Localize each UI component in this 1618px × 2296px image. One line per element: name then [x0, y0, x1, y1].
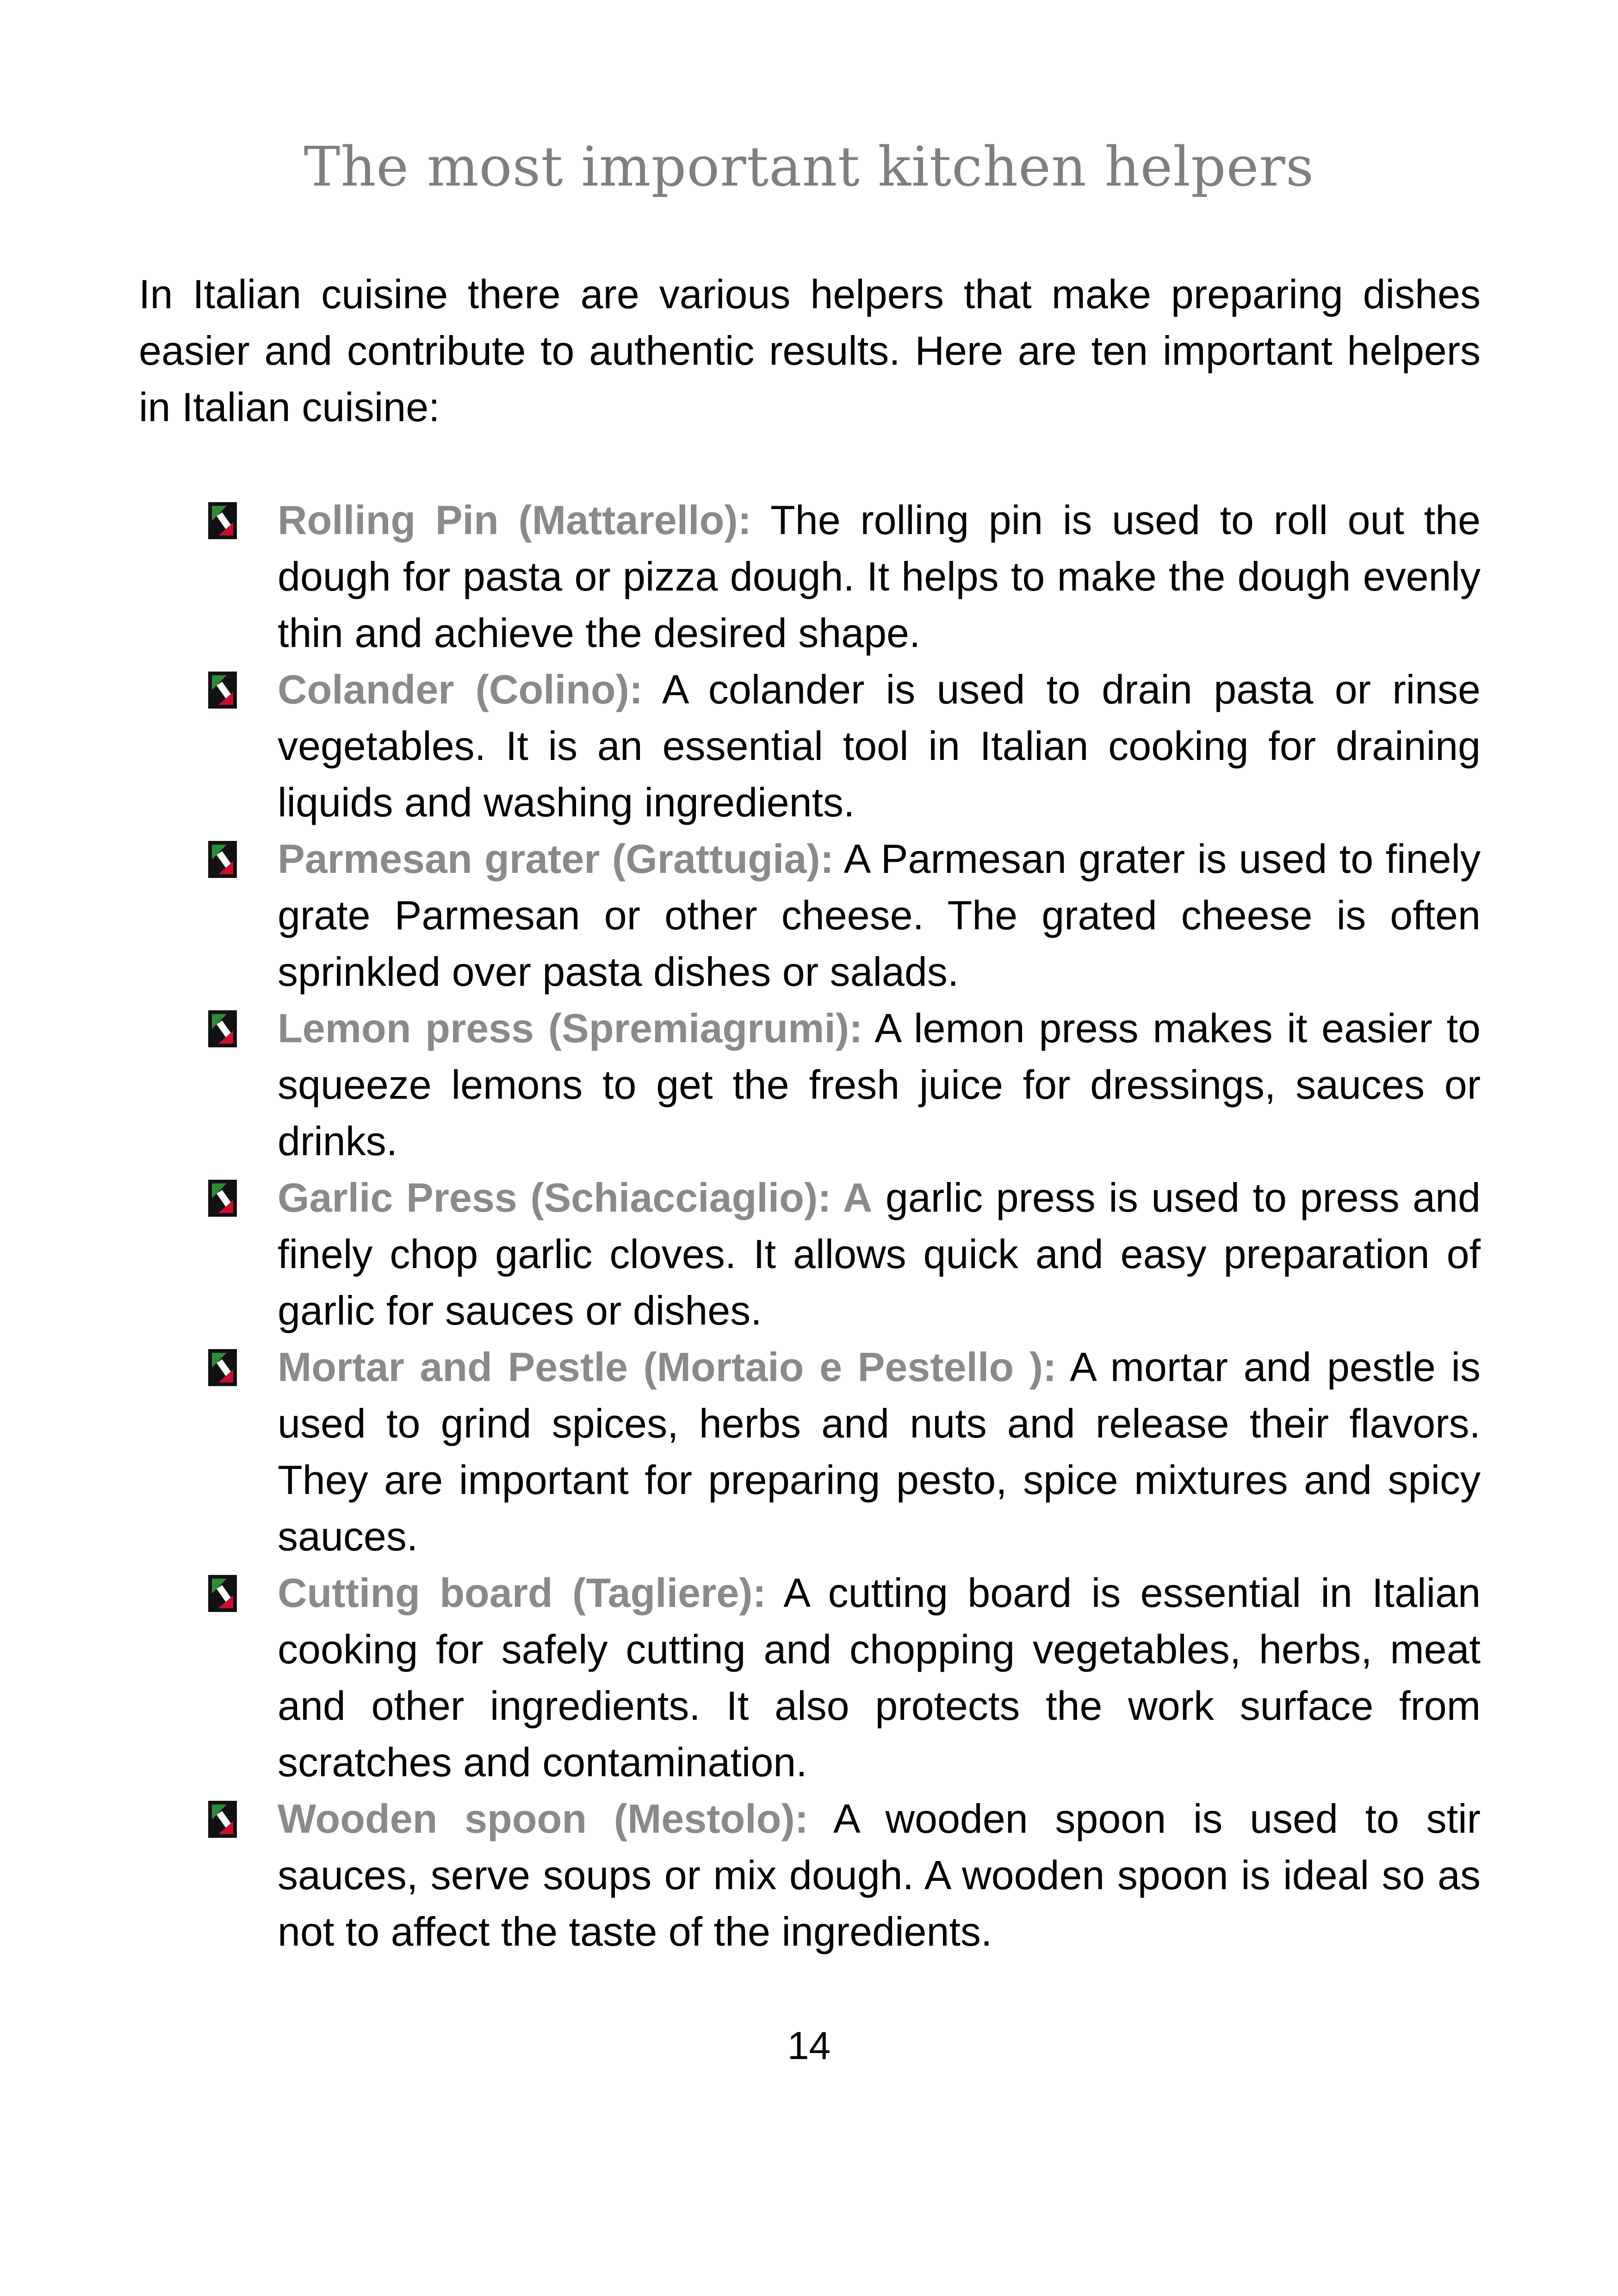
item-description: A wooden spoon is used to stir sauces, serve soups or mix dough. A wooden spoon is ideal so as not to affect the taste of the ingredients.	[278, 1796, 1481, 1954]
item-description: A colander is used to drain pasta or rinse vegetables. It is an essential tool in Italian cooking for draining liquids and washing ingredients.	[278, 666, 1481, 825]
list-item	[204, 831, 1481, 1000]
italian-flag-bullet-icon	[208, 1180, 237, 1217]
item-term: Cutting board (Tagliere):	[278, 1570, 766, 1616]
helpers-list	[204, 492, 1481, 1960]
italian-flag-bullet-icon	[208, 1801, 237, 1838]
list-item	[204, 492, 1481, 661]
list-item	[204, 1791, 1481, 1960]
item-description: The rolling pin is used to roll out the dough for pasta or pizza dough. It helps to make the dough evenly thin and achieve the desired shape.	[278, 497, 1481, 656]
intro-paragraph: In Italian cuisine there are various helpers that make preparing dishes easier and contribute to authentic results. Here are ten important helpers in Italian cuisine:	[139, 271, 1481, 430]
item-term: Rolling Pin (Mattarello):	[278, 497, 751, 543]
item-term: Colander (Colino):	[278, 666, 643, 712]
list-item	[204, 1565, 1481, 1791]
list-item	[204, 661, 1481, 831]
item-description: A lemon press makes it easier to squeeze lemons to get the fresh juice for dressings, sauces or drinks.	[278, 1005, 1481, 1164]
italian-flag-bullet-icon	[208, 1349, 237, 1386]
italian-flag-bullet-icon	[208, 672, 237, 709]
italian-flag-bullet-icon	[208, 1575, 237, 1612]
item-term: Lemon press (Spremiagrumi):	[278, 1005, 863, 1051]
item-description: A cutting board is essential in Italian cooking for safely cutting and chopping vegetables, herbs, meat and other ingredients. It also protects the work surface from scratches and contamination.	[278, 1570, 1481, 1785]
list-item	[204, 1000, 1481, 1170]
italian-flag-bullet-icon	[208, 1010, 237, 1047]
italian-flag-bullet-icon	[208, 841, 237, 878]
item-description: garlic press is used to press and finely chop garlic cloves. It allows quick and easy preparation of garlic for sauces or dishes.	[278, 1175, 1481, 1333]
list-item	[204, 1170, 1481, 1339]
item-description: A mortar and pestle is used to grind spices, herbs and nuts and release their flavors. They are important for preparing pesto, spice mixtures and spicy sauces.	[278, 1344, 1481, 1559]
list-item	[204, 1339, 1481, 1565]
item-term: Parmesan grater (Grattugia):	[278, 836, 834, 882]
item-term: Wooden spoon (Mestolo):	[278, 1796, 809, 1842]
italian-flag-bullet-icon	[208, 502, 237, 539]
page-number: 14	[787, 2024, 831, 2067]
item-description: A Parmesan grater is used to finely grate Parmesan or other cheese. The grated cheese is often sprinkled over pasta dishes or salads.	[278, 836, 1481, 995]
page-title: The most important kitchen helpers	[304, 135, 1314, 199]
item-term: Mortar and Pestle (Mortaio e Pestello ):	[278, 1344, 1057, 1390]
item-term: Garlic Press (Schiacciaglio): A	[278, 1175, 873, 1220]
